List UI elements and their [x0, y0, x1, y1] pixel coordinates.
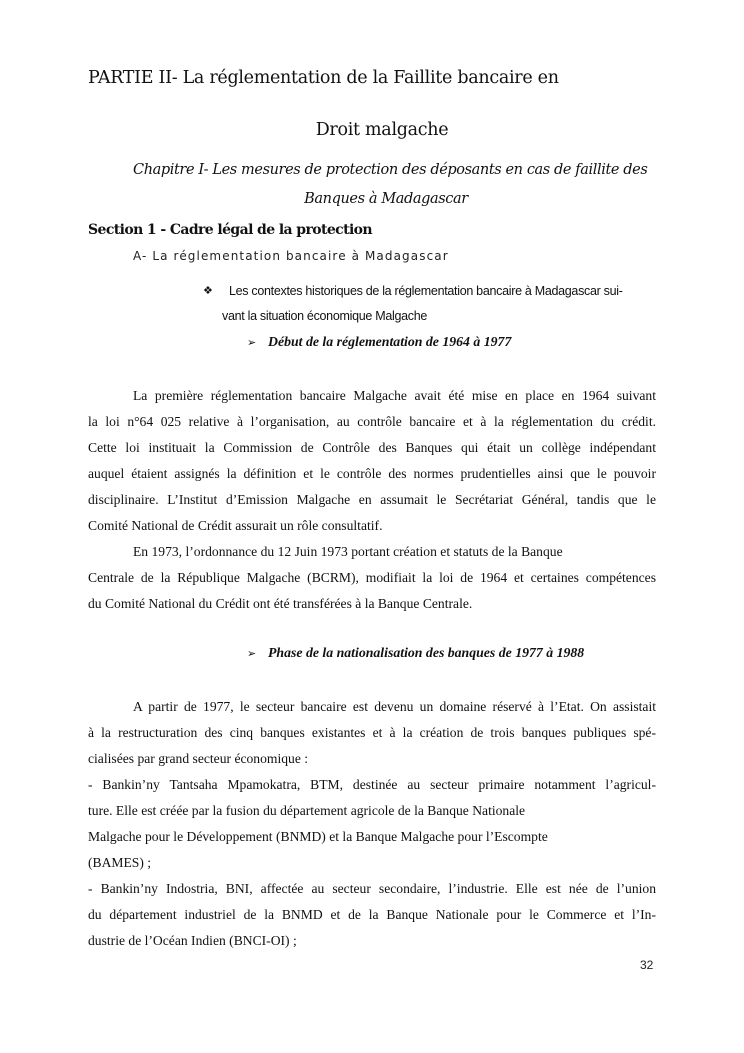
bullet-text: Les contextes historiques de la réglementation bancaire à Madagascar sui-: [229, 284, 623, 298]
arrow-bullet-icon: ➢: [247, 647, 257, 660]
diamond-bullet-icon: ❖: [203, 284, 213, 297]
page-number: 32: [640, 958, 654, 972]
paragraph-line: A partir de 1977, le secteur bancaire est devenu un domaine réservé à l’Etat. On assistait: [133, 699, 656, 714]
paragraph-line: En 1973, l’ordonnance du 12 Juin 1973 portant création et statuts de la Banque: [133, 544, 563, 559]
paragraph-nationalisation: [88, 694, 656, 954]
arrow-bullet-icon: ➢: [247, 336, 257, 349]
paragraph-line: - Bankin’ny Indostria, BNI, affectée au secteur secondaire, l’industrie. Elle est née de l’union: [88, 881, 656, 896]
section-title: Section 1 - Cadre légal de la protection: [88, 222, 372, 238]
paragraph-1973-ordinance: [88, 539, 656, 617]
paragraph-line: - Bankin’ny Tantsaha Mpamokatra, BTM, destinée au secteur primaire notamment l’agricul-: [88, 777, 656, 792]
subsection-title: A- La réglementation bancaire à Madagascar: [133, 249, 449, 263]
chapter-title-continued: Banques à Madagascar: [304, 191, 468, 207]
paragraph-line: la loi n°64 025 relative à l’organisation, au contrôle bancaire et à la réglementation du crédit.: [88, 414, 656, 429]
paragraph-line: Malgache pour le Développement (BNMD) et la Banque Malgache pour l’Escompte: [88, 829, 548, 844]
chapter-title: Chapitre I- Les mesures de protection des déposants en cas de faillite des: [133, 162, 648, 178]
paragraph-line: (BAMES) ;: [88, 855, 152, 870]
paragraph-line: disciplinaire. L’Institut d’Emission Malgache en assumait le Secrétariat Général, tandis que le: [88, 492, 656, 507]
paragraph-line: dustrie de l’Océan Indien (BNCI-OI) ;: [88, 933, 297, 948]
part-title-continued: Droit malgache: [315, 120, 449, 140]
paragraph-line: Comité National de Crédit assurait un rôle consultatif.: [88, 518, 383, 533]
paragraph-line: à la restructuration des cinq banques existantes et à la création de trois banques publiques spé-: [88, 725, 656, 740]
paragraph-line: La première réglementation bancaire Malgache avait été mise en place en 1964 suivant: [133, 388, 656, 403]
heading-debut-reglementation: Début de la réglementation de 1964 à 1977: [268, 334, 512, 349]
heading-nationalisation: Phase de la nationalisation des banques de 1977 à 1988: [268, 645, 585, 660]
paragraph-line: Centrale de la République Malgache (BCRM), modifiait la loi de 1964 et certaines compétences: [88, 570, 656, 585]
paragraph-line: auquel étaient assignés la définition et le contrôle des normes prudentielles ainsi que le pouvoir: [88, 466, 656, 481]
paragraph-line: cialisées par grand secteur économique :: [88, 751, 309, 766]
paragraph-line: Cette loi instituait la Commission de Contrôle des Banques qui était un collège indépendant: [88, 440, 656, 455]
bullet-text-continued: vant la situation économique Malgache: [222, 309, 428, 323]
paragraph-first-regulation: [88, 383, 656, 539]
paragraph-line: ture. Elle est créée par la fusion du département agricole de la Banque Nationale: [88, 803, 526, 818]
paragraph-line: du Comité National du Crédit ont été transférées à la Banque Centrale.: [88, 596, 473, 611]
part-title: PARTIE II- La réglementation de la Faillite bancaire en: [88, 68, 559, 88]
paragraph-line: du département industriel de la BNMD et de la Banque Nationale pour le Commerce et l’In-: [88, 907, 656, 922]
